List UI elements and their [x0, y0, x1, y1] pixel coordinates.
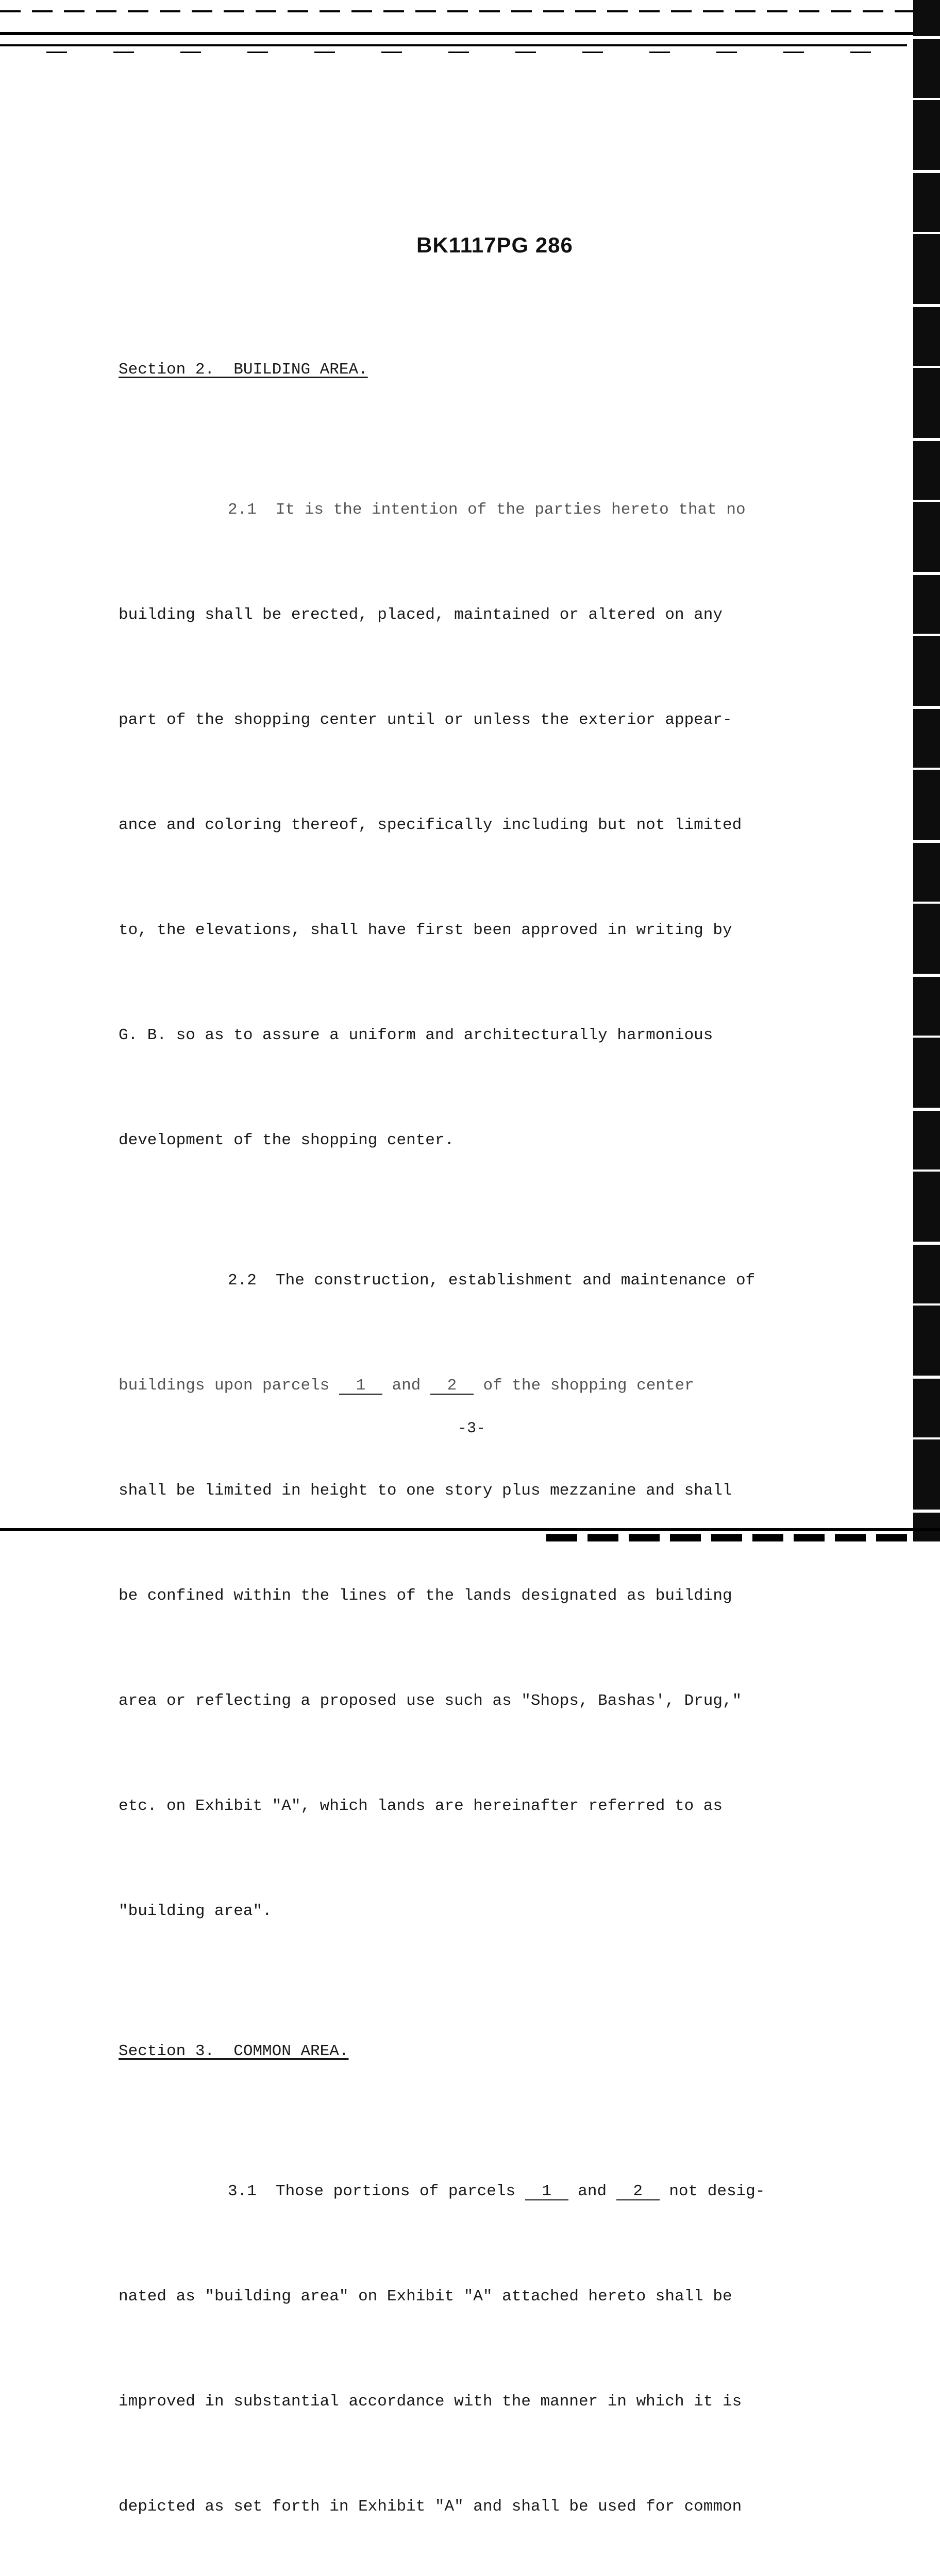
- book-page-stamp: BK1117PG 286: [416, 233, 573, 257]
- parcels-suffix-text: not desig-: [659, 2182, 765, 2200]
- section-3-heading: Section 3. COMMON AREA.: [119, 2042, 349, 2060]
- paragraph-2-1-line: ance and coloring thereof, specifically including but not limited: [119, 816, 742, 834]
- parcel-blank-1: 1: [525, 2184, 568, 2200]
- parcel-blank-2: 2: [616, 2184, 660, 2200]
- paragraph-3-1-line: nated as "building area" on Exhibit "A" attached hereto shall be: [119, 2287, 732, 2306]
- paragraph-2-1-line: to, the elevations, shall have first been approved in writing by: [119, 921, 732, 939]
- section-2-heading: Section 2. BUILDING AREA.: [119, 361, 368, 379]
- parcels-suffix-text: of the shopping center: [473, 1377, 694, 1395]
- paragraph-2-2-parcels-line: [119, 1368, 850, 1403]
- paragraph-2-2-line: be confined within the lines of the lands designated as building: [119, 1587, 732, 1605]
- paragraph-2-1-line: development of the shopping center.: [119, 1131, 455, 1149]
- parcels-and-text: and: [382, 1377, 430, 1395]
- scan-artifact-right-edge: [913, 0, 940, 1541]
- page-number: -3-: [458, 1420, 486, 1437]
- paragraph-2-2-line: 2.2 The construction, establishment and maintenance of: [228, 1272, 756, 1290]
- parcel-blank-1: 1: [339, 1378, 382, 1395]
- parcel-blank-2: 2: [430, 1378, 474, 1395]
- paragraph-2-2-line: shall be limited in height to one story plus mezzanine and shall: [119, 1482, 732, 1500]
- paragraph-2-1-line: 2.1 It is the intention of the parties hereto that no: [228, 501, 746, 519]
- paragraph-2-1-line: building shall be erected, placed, maintained or altered on any: [119, 606, 723, 624]
- paragraph-2-2-line: area or reflecting a proposed use such as "Shops, Bashas', Drug,": [119, 1692, 742, 1710]
- paragraph-3-1-line: depicted as set forth in Exhibit "A" and shall be used for common: [119, 2498, 742, 2516]
- paragraph-2-2-line: etc. on Exhibit "A", which lands are hereinafter referred to as: [119, 1797, 723, 1815]
- parcels-and-text: and: [568, 2182, 616, 2200]
- paragraph-2-1-line: part of the shopping center until or unless the exterior appear-: [119, 711, 732, 729]
- paragraph-3-1-parcels-line: [119, 2174, 850, 2209]
- scan-artifact-top: [0, 0, 940, 57]
- paragraph-2-2-line: "building area".: [119, 1902, 272, 1920]
- parcels-text: buildings upon parcels: [119, 1377, 339, 1395]
- paragraph-3-1-line: improved in substantial accordance with the manner in which it is: [119, 2393, 742, 2411]
- parcels-text: 3.1 Those portions of parcels: [228, 2182, 525, 2200]
- paragraph-2-1-line: G. B. so as to assure a uniform and architecturally harmonious: [119, 1026, 713, 1044]
